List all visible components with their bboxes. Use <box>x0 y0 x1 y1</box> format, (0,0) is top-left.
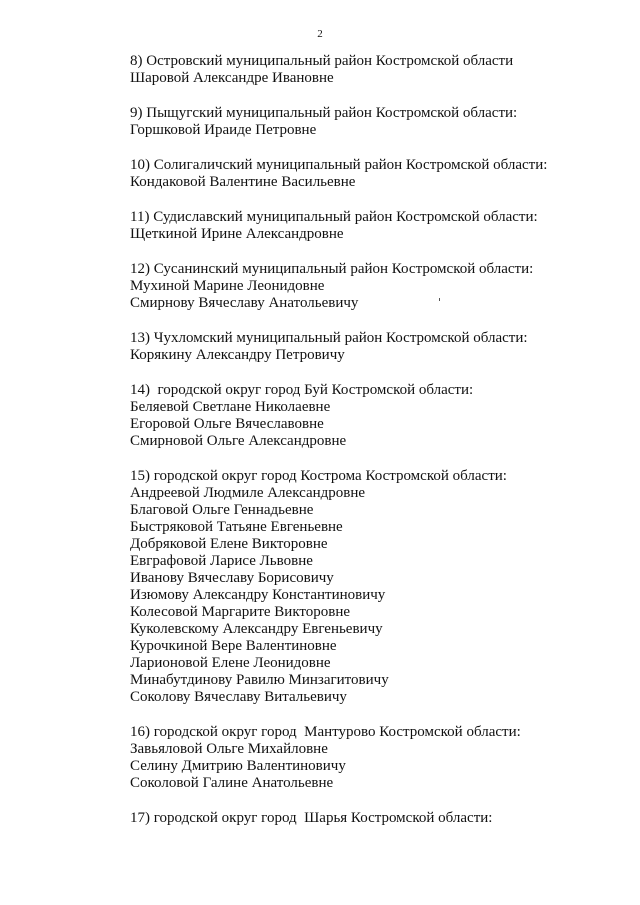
person-name: Ларионовой Елене Леонидовне <box>130 655 331 671</box>
person-name: Соколову Вячеславу Витальевичу <box>130 689 347 705</box>
award-list <box>130 53 610 845</box>
person-name: Завьяловой Ольге Михайловне <box>130 741 328 757</box>
person-name: Беляевой Светлане Николаевне <box>130 399 331 415</box>
list-section <box>130 53 610 87</box>
list-section <box>130 261 610 312</box>
person-name: Смирнову Вячеславу Анатольевичу <box>130 295 359 311</box>
person-name: Изюмову Александру Константиновичу <box>130 587 386 603</box>
person-name: Корякину Александру Петровичу <box>130 347 345 363</box>
person-name: Мухиной Марине Леонидовне <box>130 278 325 294</box>
person-name: Шаровой Александре Ивановне <box>130 70 334 86</box>
person-name: Благовой Ольге Геннадьевне <box>130 502 314 518</box>
section-heading: 14) городской округ город Буй Костромской области: <box>130 382 474 398</box>
list-section <box>130 105 610 139</box>
person-name: Смирновой Ольге Александровне <box>130 433 347 449</box>
person-name: Андреевой Людмиле Александровне <box>130 485 366 501</box>
list-section <box>130 468 610 706</box>
section-heading: 9) Пыщугский муниципальный район Костромской области: <box>130 105 518 121</box>
list-section <box>130 330 610 364</box>
person-name: Селину Дмитрию Валентиновичу <box>130 758 346 774</box>
person-name: Куколевскому Александру Евгеньевичу <box>130 621 383 637</box>
section-heading: 16) городской округ город Мантурово Костромской области: <box>130 724 521 740</box>
person-name: Иванову Вячеславу Борисовичу <box>130 570 334 586</box>
list-section <box>130 810 610 827</box>
section-heading: 12) Сусанинский муниципальный район Костромской области: <box>130 261 534 277</box>
person-name: Добряковой Елене Викторовне <box>130 536 328 552</box>
list-section <box>130 157 610 191</box>
section-heading: 15) городской округ город Кострома Костромской области: <box>130 468 507 484</box>
person-name: Соколовой Галине Анатольевне <box>130 775 334 791</box>
person-name: Быстряковой Татьяне Евгеньевне <box>130 519 343 535</box>
page-number: 2 <box>317 28 323 40</box>
person-name: Колесовой Маргарите Викторовне <box>130 604 351 620</box>
section-heading: 10) Солигаличский муниципальный район Костромской области: <box>130 157 548 173</box>
person-name: Щеткиной Ирине Александровне <box>130 226 344 242</box>
section-heading: 11) Судиславский муниципальный район Костромской области: <box>130 209 538 225</box>
list-section <box>130 382 610 450</box>
section-heading: 13) Чухломский муниципальный район Костромской области: <box>130 330 528 346</box>
list-section <box>130 724 610 792</box>
section-heading: 8) Островский муниципальный район Костромской области <box>130 53 514 69</box>
list-section <box>130 209 610 243</box>
section-heading: 17) городской округ город Шарья Костромской области: <box>130 810 493 826</box>
person-name: Евграфовой Ларисе Львовне <box>130 553 313 569</box>
person-name: Егоровой Ольге Вячеславовне <box>130 416 324 432</box>
person-name: Минабутдинову Равилю Минзагитовичу <box>130 672 389 688</box>
person-name: Кондаковой Валентине Васильевне <box>130 174 356 190</box>
person-name: Горшковой Ираиде Петровне <box>130 122 317 138</box>
person-name: Курочкиной Вере Валентиновне <box>130 638 337 654</box>
